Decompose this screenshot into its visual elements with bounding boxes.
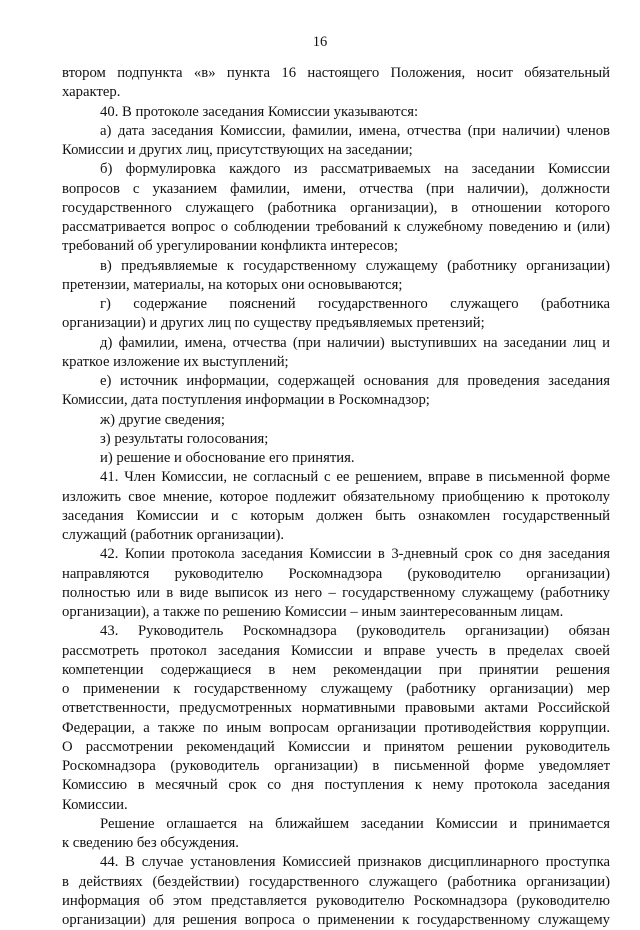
text-line: информация об этом представляется руководителю Роскомнадзора (руководителю [62, 892, 610, 909]
text-line: ответственности, предусмотренных нормативными правовыми актами Российской [62, 700, 610, 717]
text-line: и) решение и обоснование его принятия. [100, 450, 355, 466]
text-line: г) содержание пояснений государственного служащего (работника [100, 296, 610, 312]
text-line: Комиссии. [62, 796, 128, 813]
text-line: организации) для решения вопроса о применении к государственному служащему [62, 912, 610, 928]
text-line: в действиях (бездействии) государственного служащего (работника организации) [62, 873, 610, 890]
text-line: з) результаты голосования; [100, 430, 269, 447]
text-line: Комиссии и других лиц, присутствующих на заседании; [62, 142, 413, 158]
text-line: характер. [62, 84, 121, 101]
text-line: рассмотреть протокол заседания Комиссии и вправе учесть в пределах своей [62, 642, 610, 659]
text-line: О рассмотрении рекомендаций Комиссии и принятом решении руководитель [62, 738, 610, 755]
text-line: заседания Комиссии и с которым должен быть ознакомлен государственный [62, 507, 610, 524]
text-line: 43. Руководитель Роскомнадзора (руководитель организации) обязан [100, 623, 610, 640]
text-line: втором подпункта «в» пункта 16 настоящего Положения, носит обязательный [62, 65, 610, 81]
text-line: претензии, материалы, на которых они основываются; [62, 276, 403, 293]
text-line: государственного служащего (работника организации), в отношении которого [62, 199, 610, 216]
text-line: в) предъявляемые к государственному служащему (работнику организации) [100, 257, 610, 274]
text-line: компетенции содержащиеся в нем рекомендации при принятии решения [62, 661, 610, 678]
text-line: 44. В случае установления Комиссией признаков дисциплинарного проступка [100, 854, 610, 871]
text-line: д) фамилии, имена, отчества (при наличии) выступивших на заседании лиц и [100, 334, 610, 351]
text-line: организации), а также по решению Комиссии – иным заинтересованным лицам. [62, 604, 564, 620]
text-line: Комиссии, дата поступления информации в Роскомнадзор; [62, 392, 430, 409]
text-line: рассматривается вопрос о соблюдении требований к служебному поведению и (или) [62, 219, 610, 235]
text-line: изложить свое мнение, которое подлежит обязательному приобщению к протоколу [62, 488, 610, 505]
text-line: б) формулировка каждого из рассматриваемых на заседании Комиссии [100, 161, 610, 178]
text-line: требований об урегулировании конфликта интересов; [62, 238, 399, 255]
text-line: е) источник информации, содержащей основания для проведения заседания [100, 373, 610, 389]
text-line: 42. Копии протокола заседания Комиссии в 3-дневный срок со дня заседания [100, 546, 610, 563]
text-line: полностью или в виде выписок из него – государственному служащему (работнику [62, 584, 610, 601]
text-line: направляются руководителю Роскомнадзора (руководителю организации) [62, 565, 610, 582]
document-body [62, 64, 610, 930]
text-line: Решение оглашается на ближайшем заседании Комиссии и принимается [100, 815, 610, 832]
text-line: а) дата заседания Комиссии, фамилии, имена, отчества (при наличии) членов [100, 122, 610, 139]
text-line: 40. В протоколе заседания Комиссии указываются: [100, 103, 419, 120]
text-line: Роскомнадзора (руководитель организации) в письменной форме уведомляет [62, 758, 610, 774]
text-line: к сведению без обсуждения. [62, 835, 239, 851]
text-line: краткое изложение их выступлений; [62, 353, 289, 370]
text-line: вопросов с указанием фамилии, имени, отчества (при наличии), должности [62, 180, 610, 197]
text-line: Федерации, а также по иным вопросам организации противодействия коррупции. [62, 719, 610, 736]
page-number: 16 [312, 34, 328, 50]
text-line: организации) и других лиц по существу предъявляемых претензий; [62, 315, 485, 332]
text-line: 41. Член Комиссии, не согласный с ее решением, вправе в письменной форме [100, 469, 610, 486]
text-line: о применении к государственному служащему (работнику организации) мер [62, 681, 610, 697]
text-line: ж) другие сведения; [100, 411, 225, 428]
text-line: служащий (работник организации). [62, 527, 285, 543]
text-line: Комиссию в месячный срок со дня поступления к нему протокола заседания [62, 777, 610, 794]
